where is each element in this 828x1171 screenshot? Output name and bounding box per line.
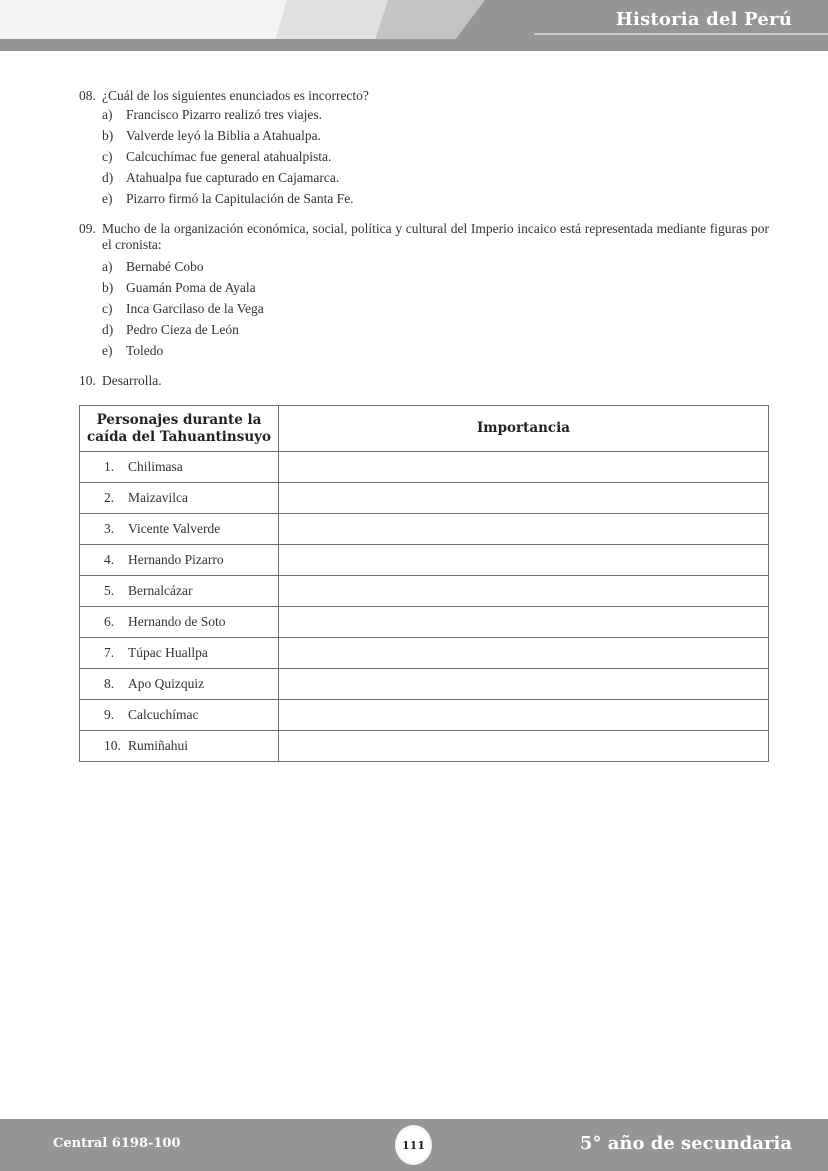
option-letter: e) <box>102 342 113 358</box>
option-e <box>79 340 769 361</box>
option-text: Pedro Cieza de León <box>126 321 239 337</box>
character-name: Rumiñahui <box>128 738 188 753</box>
option-text: Atahualpa fue capturado en Cajamarca. <box>126 169 340 185</box>
question-08 <box>79 88 769 209</box>
table-row <box>80 669 769 700</box>
option-text: Bernabé Cobo <box>126 258 204 274</box>
row-number: 10. <box>104 738 121 753</box>
option-letter: b) <box>102 279 114 295</box>
header-line-2: caída del Tahuantinsuyo <box>87 428 271 445</box>
row-number: 4. <box>104 552 115 567</box>
character-cell <box>80 638 279 669</box>
character-cell <box>80 483 279 514</box>
option-letter: b) <box>102 127 114 143</box>
importance-cell[interactable] <box>279 700 769 731</box>
table-header-row <box>80 406 769 452</box>
option-e <box>79 188 769 209</box>
page-footer <box>0 1119 828 1171</box>
importance-cell[interactable] <box>279 452 769 483</box>
option-b <box>79 277 769 298</box>
importance-cell[interactable] <box>279 514 769 545</box>
character-name: Calcuchímac <box>128 707 199 722</box>
table-row <box>80 452 769 483</box>
character-cell <box>80 545 279 576</box>
option-c <box>79 298 769 319</box>
option-text: Pizarro firmó la Capitulación de Santa Fe. <box>126 190 354 206</box>
table-row <box>80 700 769 731</box>
importance-cell[interactable] <box>279 731 769 762</box>
importance-cell[interactable] <box>279 638 769 669</box>
character-name: Túpac Huallpa <box>128 645 208 660</box>
characters-table <box>79 405 769 762</box>
row-number: 1. <box>104 459 115 474</box>
option-letter: d) <box>102 169 114 185</box>
page-header <box>0 0 828 52</box>
table-row <box>80 638 769 669</box>
table-row <box>80 545 769 576</box>
character-name: Vicente Valverde <box>128 521 221 536</box>
options-list <box>79 104 769 209</box>
character-name: Hernando de Soto <box>128 614 226 629</box>
character-cell <box>80 576 279 607</box>
option-d <box>79 319 769 340</box>
character-cell <box>80 669 279 700</box>
header-underline <box>534 33 828 35</box>
option-text: Francisco Pizarro realizó tres viajes. <box>126 106 323 122</box>
character-name: Maizavilca <box>128 490 188 505</box>
question-09 <box>79 221 769 361</box>
option-d <box>79 167 769 188</box>
row-number: 8. <box>104 676 115 691</box>
row-number: 5. <box>104 583 115 598</box>
table-row <box>80 483 769 514</box>
option-a <box>79 104 769 125</box>
row-number: 9. <box>104 707 115 722</box>
header-line-1: Personajes durante la <box>96 411 262 428</box>
character-cell <box>80 700 279 731</box>
header-importancia: Importancia <box>279 406 769 452</box>
footer-phone: Central 6198-100 <box>53 1136 181 1151</box>
question-number: 08. <box>79 88 96 103</box>
question-number: 09. <box>79 221 96 236</box>
character-cell <box>80 514 279 545</box>
question-text: Desarrolla. <box>102 373 162 388</box>
header-bar <box>0 39 828 51</box>
option-text: Calcuchímac fue general atahualpista. <box>126 148 332 164</box>
option-letter: a) <box>102 106 113 122</box>
character-name: Bernalcázar <box>128 583 193 598</box>
row-number: 7. <box>104 645 115 660</box>
option-b <box>79 125 769 146</box>
importance-cell[interactable] <box>279 669 769 700</box>
option-letter: a) <box>102 258 113 274</box>
options-list <box>79 256 769 361</box>
option-text: Valverde leyó la Biblia a Atahualpa. <box>126 127 321 143</box>
option-c <box>79 146 769 167</box>
character-name: Chilimasa <box>128 459 183 474</box>
footer-grade: 5° año de secundaria <box>579 1133 792 1154</box>
questions-section <box>79 88 769 398</box>
character-name: Hernando Pizarro <box>128 552 224 567</box>
option-text: Guamán Poma de Ayala <box>126 279 256 295</box>
row-number: 6. <box>104 614 115 629</box>
table-row <box>80 514 769 545</box>
option-letter: c) <box>102 300 113 316</box>
table-row <box>80 607 769 638</box>
option-letter: d) <box>102 321 114 337</box>
page-number-badge <box>395 1125 432 1165</box>
page-number: 111 <box>402 1138 425 1152</box>
option-letter: c) <box>102 148 113 164</box>
importance-cell[interactable] <box>279 483 769 514</box>
option-text: Inca Garcilaso de la Vega <box>126 300 264 316</box>
character-cell <box>80 731 279 762</box>
row-number: 3. <box>104 521 115 536</box>
question-text: ¿Cuál de los siguientes enunciados es incorrecto? <box>102 88 369 103</box>
header-title: Historia del Perú <box>615 9 792 30</box>
question-10 <box>79 373 769 389</box>
option-letter: e) <box>102 190 113 206</box>
row-number: 2. <box>104 490 115 505</box>
question-number: 10. <box>79 373 96 388</box>
table-row <box>80 731 769 762</box>
table-row <box>80 576 769 607</box>
importance-cell[interactable] <box>279 576 769 607</box>
header-personajes <box>80 406 279 452</box>
importance-cell[interactable] <box>279 545 769 576</box>
character-cell <box>80 607 279 638</box>
importance-cell[interactable] <box>279 607 769 638</box>
character-cell <box>80 452 279 483</box>
question-text: Mucho de la organización económica, social, política y cultural del Imperio incaico está representada mediante figuras por el cronista: <box>102 221 769 252</box>
option-a <box>79 256 769 277</box>
character-name: Apo Quizquiz <box>128 676 205 691</box>
option-text: Toledo <box>126 342 164 358</box>
